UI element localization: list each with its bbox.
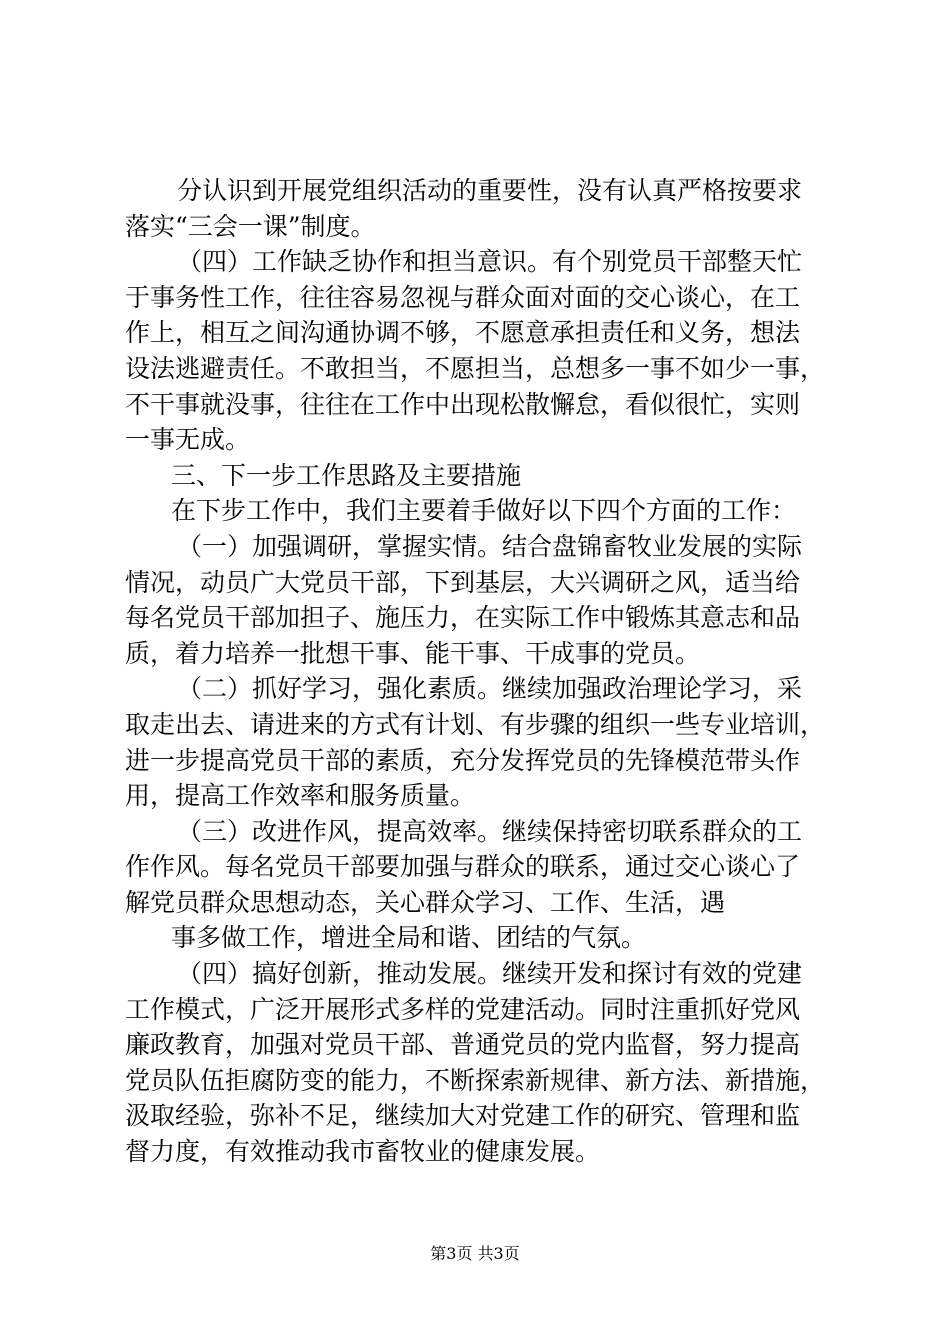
page-number-label: 第3页 共3页 <box>430 1244 520 1263</box>
text-line: 质，着力培养一批想干事、能干事、干成事的党员。 <box>125 638 701 668</box>
text-line: 用，提高工作效率和服务质量。 <box>125 781 476 811</box>
text-line: 作作风。每名党员干部要加强与群众的联系，通过交心谈心了 <box>125 852 801 882</box>
text-line: 设法逃避责任。不敢担当，不愿担当，总想多一事不如少一事， <box>125 353 826 383</box>
text-line: 解党员群众思想动态，关心群众学习、工作、生活，遇 <box>125 887 726 917</box>
section-heading: 三、下一步工作思路及主要措施 <box>171 460 522 490</box>
text-line: 督力度，有效推动我市畜牧业的健康发展。 <box>125 1137 601 1167</box>
text-line: 廉政教育，加强对党员干部、普通党员的党内监督，努力提高 <box>125 1030 801 1060</box>
text-line: （四）搞好创新，推动发展。继续开发和探讨有效的党建 <box>177 959 803 989</box>
text-line: 作上，相互之间沟通协调不够，不愿意承担责任和义务，想法 <box>125 318 801 348</box>
text-line: 情况，动员广大党员干部，下到基层，大兴调研之风，适当给 <box>125 567 801 597</box>
page-footer <box>0 1244 950 1264</box>
text-line: 在下步工作中，我们主要着手做好以下四个方面的工作： <box>171 496 797 526</box>
text-line: （二）抓好学习，强化素质。继续加强政治理论学习，采 <box>177 674 803 704</box>
text-line: 汲取经验，弥补不足，继续加大对党建工作的研究、管理和监 <box>125 1101 801 1131</box>
text-line: 事多做工作，增进全局和谐、团结的气氛。 <box>171 923 647 953</box>
text-line: （三）改进作风，提高效率。继续保持密切联系群众的工 <box>177 816 803 846</box>
text-line: （一）加强调研，掌握实情。结合盘锦畜牧业发展的实际 <box>177 531 803 561</box>
text-line: 不干事就没事，往往在工作中出现松散懈怠，看似很忙，实则 <box>125 389 801 419</box>
text-line: 分认识到开展党组织活动的重要性，没有认真严格按要求 <box>177 176 803 205</box>
text-line: 于事务性工作，往往容易忽视与群众面对面的交心谈心，在工 <box>125 282 801 312</box>
document-body <box>125 173 845 1170</box>
text-line: （四）工作缺乏协作和担当意识。有个别党员干部整天忙 <box>177 247 803 277</box>
text-line: 一事无成。 <box>125 425 251 455</box>
text-line: 工作模式，广泛开展形式多样的党建活动。同时注重抓好党风 <box>125 994 801 1024</box>
text-line: 每名党员干部加担子、施压力，在实际工作中锻炼其意志和品 <box>125 603 801 633</box>
text-line: 进一步提高党员干部的素质，充分发挥党员的先锋模范带头作 <box>125 745 801 775</box>
text-line: 取走出去、请进来的方式有计划、有步骤的组织一些专业培训， <box>125 709 826 739</box>
text-line: 党员队伍拒腐防变的能力，不断探索新规律、新方法、新措施， <box>125 1065 826 1095</box>
text-line: 落实“三会一课”制度。 <box>125 211 376 241</box>
